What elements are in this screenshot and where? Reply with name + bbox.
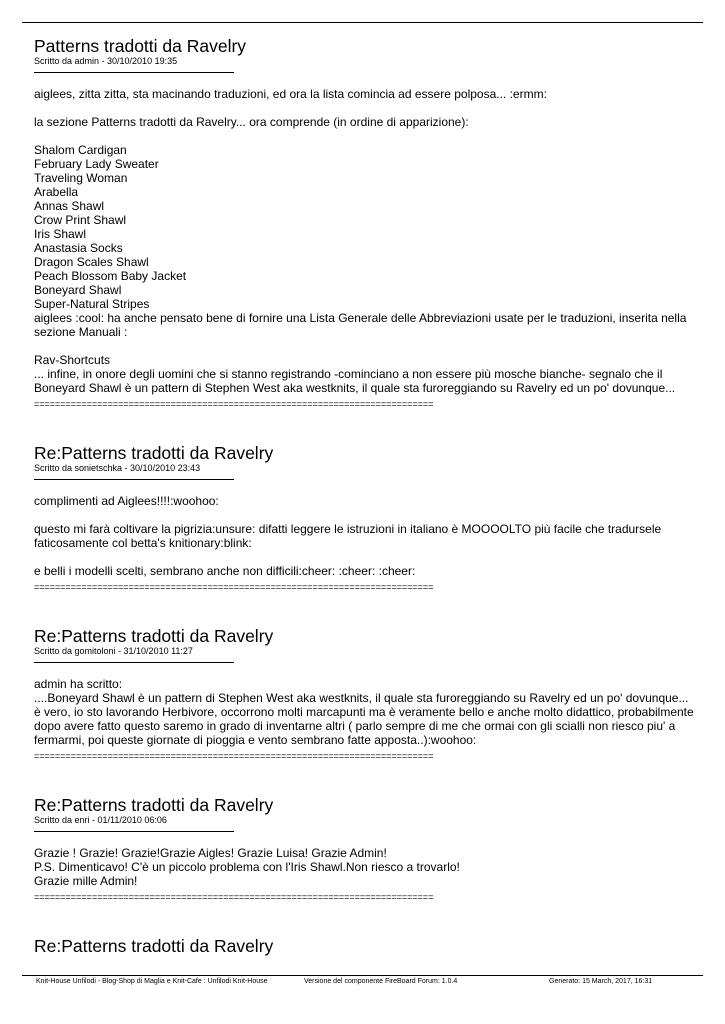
post-author-date: Scritto da gomitoloni - 31/10/2010 11:27 bbox=[34, 646, 193, 656]
title-underline bbox=[34, 479, 234, 480]
pattern-list-item: Annas Shawl bbox=[34, 199, 105, 213]
post-separator: ============================================================================ bbox=[34, 582, 434, 592]
title-underline bbox=[34, 72, 234, 73]
post-line: Rav-Shortcuts bbox=[34, 353, 111, 367]
post-title: Re:Patterns tradotti da Ravelry bbox=[34, 936, 274, 956]
forum-post bbox=[34, 443, 694, 592]
title-underline bbox=[34, 831, 234, 832]
post-line: e belli i modelli scelti, sembrano anche non difficili:cheer: :cheer: :cheer: bbox=[34, 564, 416, 578]
post-line: complimenti ad Aiglees!!!!:woohoo: bbox=[34, 494, 219, 508]
post-author-date: Scritto da sonietschka - 30/10/2010 23:43 bbox=[34, 463, 201, 473]
post-author-date: Scritto da admin - 30/10/2010 19:35 bbox=[34, 56, 178, 66]
top-rule bbox=[22, 22, 703, 23]
post-title: Re:Patterns tradotti da Ravelry bbox=[34, 795, 274, 815]
post-title: Patterns tradotti da Ravelry bbox=[34, 36, 247, 56]
forum-post bbox=[34, 36, 694, 409]
pattern-list-item: Dragon Scales Shawl bbox=[34, 255, 149, 269]
pattern-list-item: February Lady Sweater bbox=[34, 157, 159, 171]
post-line: Grazie ! Grazie! Grazie!Grazie Aigles! Grazie Luisa! Grazie Admin! bbox=[34, 846, 387, 860]
forum-post bbox=[34, 795, 694, 902]
footer-rule bbox=[22, 975, 703, 976]
page-footer bbox=[36, 977, 695, 986]
post-separator: ============================================================================ bbox=[34, 892, 434, 902]
post-title: Re:Patterns tradotti da Ravelry bbox=[34, 626, 274, 646]
post-line: questo mi farà coltivare la pigrizia:unsure: difatti leggere le istruzioni in italiano è MOOOOLTO più facile che tradursele faticosamente col betta's knitionary:blink: bbox=[34, 522, 662, 550]
quote-header: admin ha scritto: bbox=[34, 677, 123, 691]
post-line: aiglees :cool: ha anche pensato bene di fornire una Lista Generale delle Abbreviazioni usate per le traduzioni, inserita nella sezione Manuali : bbox=[34, 311, 687, 339]
pattern-list-item: Anastasia Socks bbox=[34, 241, 123, 255]
post-title: Re:Patterns tradotti da Ravelry bbox=[34, 443, 274, 463]
pattern-list-item: Crow Print Shawl bbox=[34, 213, 127, 227]
pattern-list-item: Arabella bbox=[34, 185, 79, 199]
post-body bbox=[34, 677, 694, 747]
post-line: P.S. Dimenticavo! C'è un piccolo problema con l'Iris Shawl.Non riesco a trovarlo! bbox=[34, 860, 460, 874]
post-author-date: Scritto da enri - 01/11/2010 06:06 bbox=[34, 815, 167, 825]
title-underline bbox=[34, 662, 234, 663]
pattern-list-item: Peach Blossom Baby Jacket bbox=[34, 269, 187, 283]
forum-thread bbox=[34, 36, 694, 990]
footer-site-name: Knit-House Unfilodi - Blog-Shop di Maglia e Knit-Cafe : Unfilodi Knit-House bbox=[36, 978, 268, 985]
forum-post bbox=[34, 626, 694, 761]
footer-component-version: Versione del componente FireBoard Forum: 1.0.4 bbox=[304, 978, 458, 985]
footer-generated-date: Generato: 15 March, 2017, 16:31 bbox=[549, 978, 653, 985]
post-separator: ============================================================================ bbox=[34, 751, 434, 761]
pattern-list-item: Super-Natural Stripes bbox=[34, 297, 150, 311]
post-line: ....Boneyard Shawl è un pattern di Stephen West aka westknits, il quale sta furoreggiando su Ravelry ed un po' dovunque... è vero, io sto lavorando Herbivore, occorrono molti marcapunti ma è veramente bello e anche molto didattico, probabilmente dopo avere fatto questo saremo in grado di inventarne altri ( parlo sempre di me che ormai con gli scialli non riesco piu' a fermarmi, poi queste giornate di pioggia e vento sembrano fatte apposta..):woohoo: bbox=[34, 691, 694, 747]
post-line: la sezione Patterns tradotti da Ravelry... ora comprende (in ordine di apparizione): bbox=[34, 115, 469, 129]
post-separator: ============================================================================ bbox=[34, 399, 434, 409]
forum-post bbox=[34, 936, 694, 956]
post-line: aiglees, zitta zitta, sta macinando traduzioni, ed ora la lista comincia ad essere polposa... :ermm: bbox=[34, 87, 547, 101]
pattern-list-item: Boneyard Shawl bbox=[34, 283, 122, 297]
pattern-list-item: Iris Shawl bbox=[34, 227, 87, 241]
post-body bbox=[34, 846, 694, 888]
post-body bbox=[34, 494, 694, 578]
post-line: Grazie mille Admin! bbox=[34, 874, 138, 888]
post-body bbox=[34, 87, 694, 395]
post-line: ... infine, in onore degli uomini che si stanno registrando -cominciano a non essere più mosche bianche- segnalo che il Boneyard Shawl è un pattern di Stephen West aka westknits, il quale sta furoreggiando su Ravelry ed un po' dovunque... bbox=[34, 367, 676, 395]
pattern-list-item: Traveling Woman bbox=[34, 171, 128, 185]
pattern-list-item: Shalom Cardigan bbox=[34, 143, 127, 157]
